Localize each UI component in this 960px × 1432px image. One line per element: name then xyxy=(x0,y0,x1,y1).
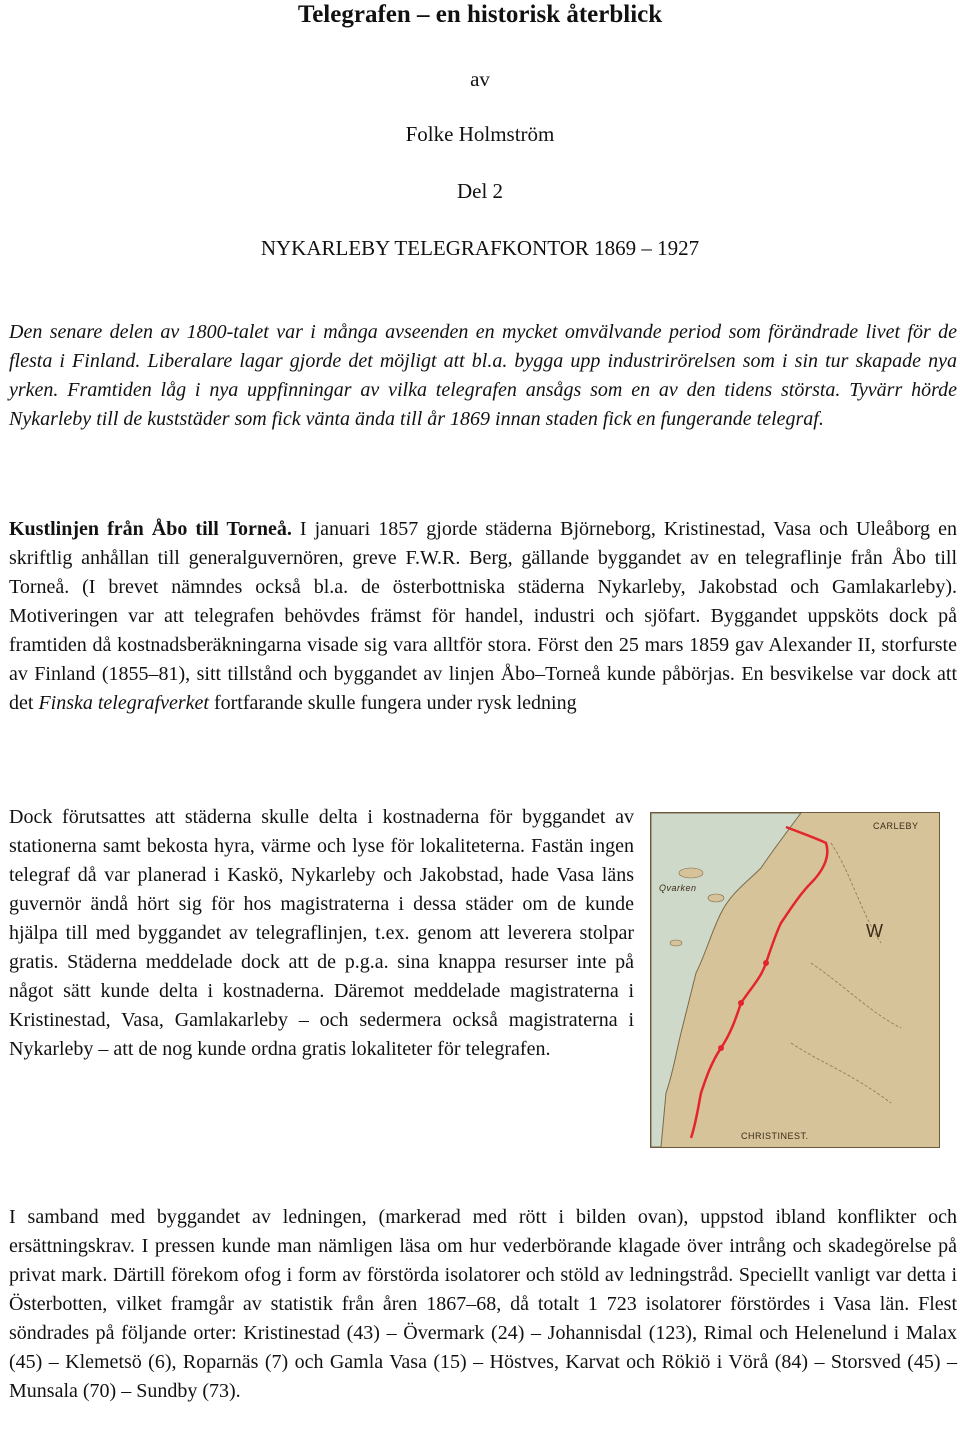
map-station-dot xyxy=(718,1045,724,1051)
kustlinjen-italic-term: Finska telegrafverket xyxy=(38,692,209,714)
telegraph-map-image xyxy=(650,812,940,1148)
samband-paragraph xyxy=(9,1203,957,1406)
kustlinjen-body-1: I januari 1857 gjorde städerna Björneborg, Kristinestad, Vasa och Uleåborg en skriftlig anhållan till generalguvernören, greve F.W.R. Berg, gällande byggandet av en telegraflinje från Åbo till Torneå. (I brevet nämndes också bl.a. de österbottniska städerna Nykarleby, Jakobstad och Gamlakarleby). Motiveringen var att telegrafen behövdes främst för handel, industri och sjöfart. Byggandet uppsköts dock på framtiden då kostnadsberäkningarna visade sig vara alltför stora. Först den 25 mars 1859 gav Alexander II, storfurste av Finland (1855–81), sitt tillstånd och byggandet av linjen Åbo–Torneå kunde påbörjas. En besvikelse var dock att det xyxy=(9,518,957,714)
kustlinjen-paragraph xyxy=(9,515,957,718)
map-label-w: W xyxy=(866,921,884,941)
samband-text: I samband med byggandet av ledningen, (markerad med rött i bilden ovan), uppstod ibland konflikter och ersättningskrav. I pressen kunde man nämligen läsa om hur vederbörande klagade över intrång och skadegörelse på privat mark. Därtill förekom ofog i form av förstörda isolatorer och stöld av ledningstråd. Speciellt vanligt var detta i Österbotten, vilket framgår av statistik från åren 1867–68, då totalt 1 723 isolatorer förstördes i Vasa län. Flest söndrades på följande orter: Kristinestad (43) – Övermark (24) – Johannisdal (123), Rimal och Helenelund i Malax (45) – Klemetsö (6), Roparnäs (7) och Gamla Vasa (15) – Höstves, Karvat och Rökiö i Vörå (84) – Storsved (45) – Munsala (70) – Sundby (73). xyxy=(9,1206,957,1402)
kustlinjen-subheading: Kustlinjen från Åbo till Torneå. xyxy=(9,518,292,540)
map-island xyxy=(708,894,724,902)
map-station-dot xyxy=(763,960,769,966)
document-by: av xyxy=(470,67,490,91)
kustlinjen-text xyxy=(9,515,957,718)
intro-text: Den senare delen av 1800-talet var i många avseenden en mycket omvälvande period som förändrade livet för de flesta i Finland. Liberalare lagar gjorde det möjligt att bl.a. bygga upp industrirörelsen som i sin tur skapade nya yrken. Framtiden låg i nya uppfinningar av vilka telegrafen ansågs som en av den tidens största. Tyvärr hörde Nykarleby till de kuststäder som fick vänta ända till år 1869 innan staden fick en fungerande telegraf. xyxy=(9,321,957,430)
document-title: Telegrafen – en historisk återblick xyxy=(297,1,663,28)
dock-text: Dock förutsattes att städerna skulle delta i kostnaderna för byggandet av stationerna samt bekosta hyra, värme och lyse för lokaliteterna. Fastän ingen telegraf då var planerad i Kaskö, Nykarleby och Jakobstad, hade Vasa läns guvernör ändå hört sig för hos magistraterna i dessa städer om de kunde hjälpa till med byggandet av telegraflinjen, t.ex. genom att leverera stolpar gratis. Städerna meddelade dock att de p.g.a. sina knappa resurser inte på något sätt kunde delta i kostnaderna. Däremot meddelade magistraterna i Kristinestad, Vasa, Gamlakarleby – och sedermera också magistraterna i Nykarleby – att de nog kunde ordna gratis lokaliteter för telegrafen. xyxy=(9,806,634,1060)
kustlinjen-body-2: fortfarande skulle fungera under rysk ledning xyxy=(208,692,577,714)
map-label-sea: Qvarken xyxy=(659,883,697,893)
map-label-top: CARLEBY xyxy=(873,821,919,831)
section-heading: NYKARLEBY TELEGRAFKONTOR 1869 – 1927 xyxy=(260,236,700,260)
map-label-bottom: CHRISTINEST. xyxy=(741,1131,809,1141)
intro-paragraph xyxy=(9,318,957,434)
document-part: Del 2 xyxy=(456,179,504,203)
map-illustration xyxy=(651,813,939,1147)
document-author: Folke Holmström xyxy=(405,122,555,146)
map-island xyxy=(670,940,682,946)
map-station-dot xyxy=(738,1000,744,1006)
dock-paragraph xyxy=(9,803,634,1064)
map-island xyxy=(679,868,703,878)
